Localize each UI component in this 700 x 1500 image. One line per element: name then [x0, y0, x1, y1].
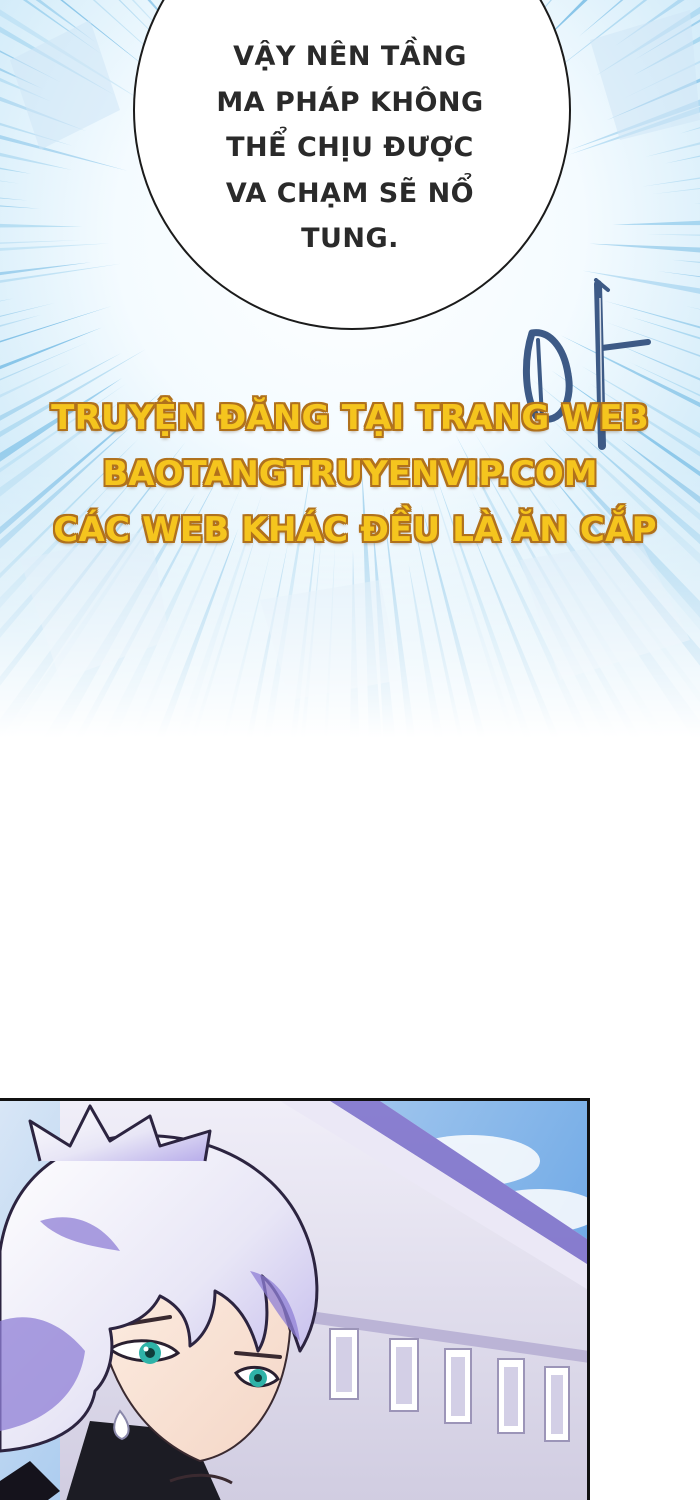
- watermark-line: CÁC WEB KHÁC ĐỀU LÀ ĂN CẮP: [53, 510, 657, 550]
- speech-line: VẬY NÊN TẦNG: [233, 41, 467, 72]
- speech-line: THỂ CHỊU ĐƯỢC: [226, 132, 474, 163]
- speech-line: MA PHÁP KHÔNG: [216, 86, 484, 118]
- speech-line: VA CHẠM SẼ NỔ: [225, 177, 475, 209]
- site-watermark: [0, 390, 700, 558]
- speech-bubble-text: [195, 34, 505, 262]
- speech-line: TUNG.: [301, 223, 399, 254]
- character-panel: [0, 1098, 590, 1500]
- watermark-line: TRUYỆN ĐĂNG TẠI TRANG WEB: [51, 398, 649, 438]
- watermark-line: BAOTANGTRUYENVIP.COM: [102, 454, 598, 494]
- character-illustration: [0, 1101, 590, 1500]
